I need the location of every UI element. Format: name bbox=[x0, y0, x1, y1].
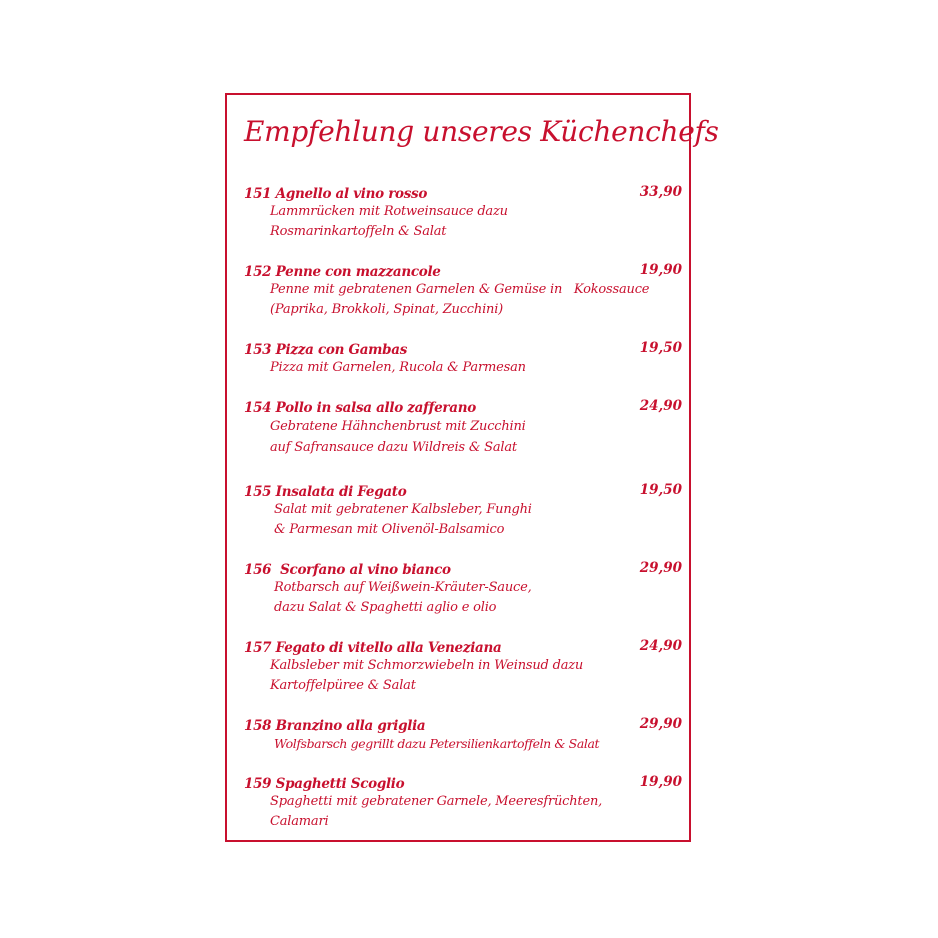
item-header bbox=[244, 559, 682, 578]
item-description-line: Rotbarsch auf Weißwein-Kräuter-Sauce, bbox=[274, 580, 532, 595]
item-description-line: Salat mit gebratener Kalbsleber, Funghi bbox=[274, 502, 532, 517]
item-price: 19,50 bbox=[639, 482, 682, 498]
item-description bbox=[244, 656, 682, 695]
item-description-line: Kalbsleber mit Schmorzwiebeln in Weinsud dazu bbox=[270, 658, 584, 673]
menu-item bbox=[244, 261, 682, 319]
item-header bbox=[244, 715, 682, 734]
item-name: 159 Spaghetti Scoglio bbox=[244, 776, 405, 792]
item-name: 156 Scorfano al vino bianco bbox=[244, 562, 451, 578]
item-name: 158 Branzino alla griglia bbox=[244, 718, 426, 734]
item-price: 19,90 bbox=[639, 774, 682, 790]
item-description bbox=[244, 734, 682, 754]
item-price: 24,90 bbox=[639, 398, 682, 414]
item-description-line: & Parmesan mit Olivenöl-Balsamico bbox=[274, 521, 505, 537]
item-name: 157 Fegato di vitello alla Veneziana bbox=[244, 640, 502, 656]
item-description bbox=[244, 500, 682, 539]
item-description bbox=[244, 280, 682, 319]
item-description-line: Spaghetti mit gebratener Garnele, Meeresfrüchten, bbox=[270, 794, 603, 809]
item-name: 152 Penne con mazzancole bbox=[244, 264, 441, 280]
item-description bbox=[244, 578, 682, 617]
item-header bbox=[244, 183, 682, 202]
item-description-line: Kartoffelpüree & Salat bbox=[270, 677, 416, 693]
menu-item bbox=[244, 559, 682, 617]
item-description bbox=[244, 416, 682, 458]
menu-item bbox=[244, 715, 682, 754]
menu-item bbox=[244, 339, 682, 378]
item-name: 153 Pizza con Gambas bbox=[244, 342, 408, 358]
item-description-line: (Paprika, Brokkoli, Spinat, Zucchini) bbox=[270, 301, 504, 317]
item-description-line: auf Safransauce dazu Wildreis & Salat bbox=[270, 440, 517, 455]
item-description-line: Gebratene Hähnchenbrust mit Zucchini bbox=[270, 419, 526, 434]
item-description-line: Pizza mit Garnelen, Rucola & Parmesan bbox=[270, 360, 526, 375]
item-price: 29,90 bbox=[639, 560, 682, 576]
item-header bbox=[244, 481, 682, 500]
menu-item bbox=[244, 397, 682, 458]
item-price: 33,90 bbox=[639, 184, 682, 200]
menu-item bbox=[244, 183, 682, 241]
item-header bbox=[244, 637, 682, 656]
item-header bbox=[244, 397, 682, 416]
item-header bbox=[244, 261, 682, 280]
menu-item bbox=[244, 773, 682, 831]
item-description-line: Wolfsbarsch gegrillt dazu Petersilienkartoffeln & Salat bbox=[274, 736, 600, 751]
item-price: 29,90 bbox=[639, 716, 682, 732]
item-name: 154 Pollo in salsa allo zafferano bbox=[244, 400, 476, 416]
menu-card bbox=[225, 93, 719, 842]
item-price: 24,90 bbox=[639, 638, 682, 654]
item-description-line: Lammrücken mit Rotweinsauce dazu bbox=[270, 204, 508, 219]
item-name: 151 Agnello al vino rosso bbox=[244, 186, 428, 202]
item-header bbox=[244, 339, 682, 358]
item-name: 155 Insalata di Fegato bbox=[244, 484, 407, 500]
item-header bbox=[244, 773, 682, 792]
item-description-line: dazu Salat & Spaghetti aglio e olio bbox=[274, 599, 497, 615]
item-price: 19,90 bbox=[639, 262, 682, 278]
item-description bbox=[244, 358, 682, 378]
item-description-line: Rosmarinkartoffeln & Salat bbox=[270, 223, 447, 239]
menu-item bbox=[244, 637, 682, 695]
menu-title: Empfehlung unseres Küchenchefs bbox=[244, 115, 719, 148]
item-price: 19,50 bbox=[639, 340, 682, 356]
item-description bbox=[244, 202, 682, 241]
item-description-line: Calamari bbox=[270, 813, 329, 829]
item-description bbox=[244, 792, 682, 831]
item-description-line: Penne mit gebratenen Garnelen & Gemüse in Kokossauce bbox=[270, 282, 650, 297]
menu-item bbox=[244, 481, 682, 539]
